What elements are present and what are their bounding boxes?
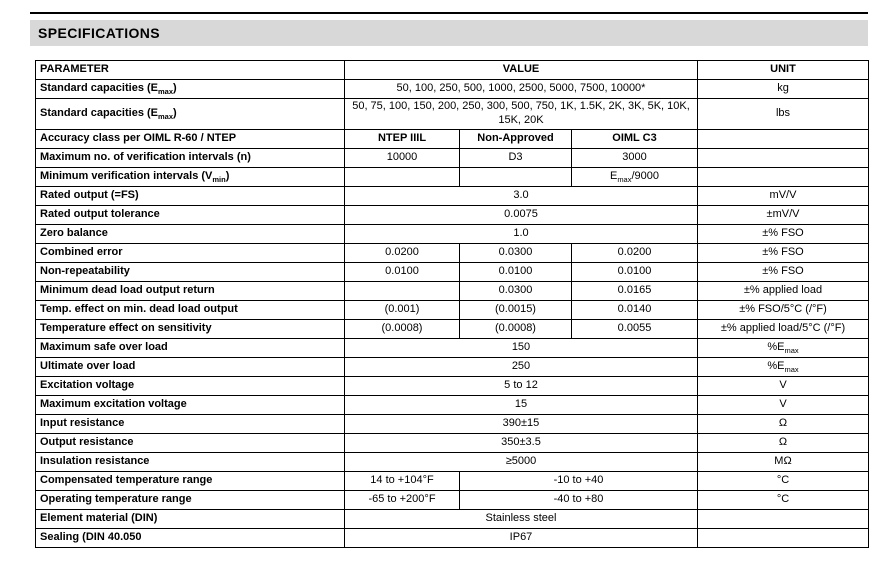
value-cell: 15 <box>345 395 698 414</box>
table-row <box>36 319 869 338</box>
unit-cell <box>698 148 869 167</box>
parameter-cell: Maximum excitation voltage <box>36 395 345 414</box>
value-cell: 0.0100 <box>460 262 572 281</box>
value-cell: 0.0300 <box>460 243 572 262</box>
table-row <box>36 281 869 300</box>
parameter-cell: Zero balance <box>36 224 345 243</box>
value-cell: -65 to +200°F <box>345 490 460 509</box>
parameter-cell: Input resistance <box>36 414 345 433</box>
table-row <box>36 528 869 547</box>
unit-cell <box>698 528 869 547</box>
table-row <box>36 262 869 281</box>
unit-cell: ±% FSO <box>698 262 869 281</box>
parameter-cell: Excitation voltage <box>36 376 345 395</box>
unit-cell: mV/V <box>698 186 869 205</box>
parameter-cell: Temp. effect on min. dead load output <box>36 300 345 319</box>
parameter-cell: Non-repeatability <box>36 262 345 281</box>
table-header-row <box>36 61 869 80</box>
table-row <box>36 80 869 99</box>
value-cell: 3.0 <box>345 186 698 205</box>
value-cell: 10000 <box>345 148 460 167</box>
value-cell: (0.0008) <box>345 319 460 338</box>
value-cell: $E_{max}/9000$ <box>572 167 698 186</box>
value-cell: (0.001) <box>345 300 460 319</box>
unit-cell: °C <box>698 490 869 509</box>
parameter-cell: Operating temperature range <box>36 490 345 509</box>
unit-cell: ±% applied load <box>698 281 869 300</box>
value-cell: 14 to +104°F <box>345 471 460 490</box>
parameter-cell: Combined error <box>36 243 345 262</box>
value-cell: (0.0008) <box>460 319 572 338</box>
value-cell: 5 to 12 <box>345 376 698 395</box>
table-row <box>36 300 869 319</box>
parameter-cell: Compensated temperature range <box>36 471 345 490</box>
table-row <box>36 395 869 414</box>
value-cell: 0.0300 <box>460 281 572 300</box>
value-cell: 350±3.5 <box>345 433 698 452</box>
table-row <box>36 205 869 224</box>
parameter-cell: Sealing (DIN 40.050 <box>36 528 345 547</box>
table-row <box>36 129 869 148</box>
parameter-cell: Element material (DIN) <box>36 509 345 528</box>
value-cell: 0.0100 <box>572 262 698 281</box>
parameter-cell: Minimum dead load output return <box>36 281 345 300</box>
unit-cell: MΩ <box>698 452 869 471</box>
unit-cell <box>698 509 869 528</box>
value-cell <box>345 281 460 300</box>
table-row <box>36 357 869 376</box>
unit-cell: kg <box>698 80 869 99</box>
table-row <box>36 167 869 186</box>
table-row <box>36 490 869 509</box>
value-cell: 3000 <box>572 148 698 167</box>
unit-cell: ±mV/V <box>698 205 869 224</box>
unit-cell: $\%E_{max}$ <box>698 338 869 357</box>
table-row <box>36 338 869 357</box>
value-cell: OIML C3 <box>572 129 698 148</box>
header-unit: UNIT <box>698 61 869 80</box>
value-cell: 50, 75, 100, 150, 200, 250, 300, 500, 750, 1K, 1.5K, 2K, 3K, 5K, 10K, 15K, 20K <box>345 99 698 130</box>
parameter-cell: Insulation resistance <box>36 452 345 471</box>
unit-cell: Ω <box>698 433 869 452</box>
unit-cell: $\%E_{max}$ <box>698 357 869 376</box>
table-row <box>36 243 869 262</box>
parameter-cell: Standard capacities $(E_{max})$ <box>36 99 345 130</box>
unit-cell: lbs <box>698 99 869 130</box>
value-cell: 0.0140 <box>572 300 698 319</box>
section-header <box>30 20 868 46</box>
table-row <box>36 471 869 490</box>
value-cell: IP67 <box>345 528 698 547</box>
table-row <box>36 148 869 167</box>
value-cell: 0.0200 <box>345 243 460 262</box>
parameter-cell: Output resistance <box>36 433 345 452</box>
value-cell: -10 to +40 <box>460 471 698 490</box>
table-row <box>36 186 869 205</box>
value-cell: 250 <box>345 357 698 376</box>
unit-cell: ±% FSO/5°C (/°F) <box>698 300 869 319</box>
value-cell: 150 <box>345 338 698 357</box>
unit-cell: Ω <box>698 414 869 433</box>
unit-cell <box>698 129 869 148</box>
value-cell: NTEP IIIL <box>345 129 460 148</box>
parameter-cell: Temperature effect on sensitivity <box>36 319 345 338</box>
value-cell <box>460 167 572 186</box>
parameter-cell: Rated output (=FS) <box>36 186 345 205</box>
table-row <box>36 99 869 130</box>
unit-cell <box>698 167 869 186</box>
top-rule <box>30 12 868 14</box>
value-cell: 0.0100 <box>345 262 460 281</box>
value-cell: 0.0200 <box>572 243 698 262</box>
parameter-cell: Maximum no. of verification intervals (n) <box>36 148 345 167</box>
unit-cell: ±% applied load/5°C (/°F) <box>698 319 869 338</box>
header-value: VALUE <box>345 61 698 80</box>
value-cell <box>345 167 460 186</box>
parameter-cell: Standard capacities $(E_{max})$ <box>36 80 345 99</box>
specifications-table <box>35 60 869 548</box>
value-cell: Stainless steel <box>345 509 698 528</box>
table-row <box>36 224 869 243</box>
value-cell: Non-Approved <box>460 129 572 148</box>
value-cell: D3 <box>460 148 572 167</box>
unit-cell: ±% FSO <box>698 243 869 262</box>
value-cell: 1.0 <box>345 224 698 243</box>
parameter-cell: Ultimate over load <box>36 357 345 376</box>
parameter-cell: Rated output tolerance <box>36 205 345 224</box>
table-row <box>36 452 869 471</box>
value-cell: 0.0055 <box>572 319 698 338</box>
value-cell: ≥5000 <box>345 452 698 471</box>
table-row <box>36 509 869 528</box>
parameter-cell: Minimum verification intervals $(V_{min})$ <box>36 167 345 186</box>
header-parameter: PARAMETER <box>36 61 345 80</box>
parameter-cell: Maximum safe over load <box>36 338 345 357</box>
unit-cell: ±% FSO <box>698 224 869 243</box>
parameter-cell: Accuracy class per OIML R-60 / NTEP <box>36 129 345 148</box>
value-cell: 390±15 <box>345 414 698 433</box>
unit-cell: V <box>698 376 869 395</box>
table-row <box>36 376 869 395</box>
value-cell: -40 to +80 <box>460 490 698 509</box>
section-title: SPECIFICATIONS <box>38 25 161 41</box>
value-cell: 0.0075 <box>345 205 698 224</box>
value-cell: (0.0015) <box>460 300 572 319</box>
table-row <box>36 414 869 433</box>
unit-cell: °C <box>698 471 869 490</box>
value-cell: 0.0165 <box>572 281 698 300</box>
unit-cell: V <box>698 395 869 414</box>
value-cell: 50, 100, 250, 500, 1000, 2500, 5000, 7500, 10000* <box>345 80 698 99</box>
table-row <box>36 433 869 452</box>
